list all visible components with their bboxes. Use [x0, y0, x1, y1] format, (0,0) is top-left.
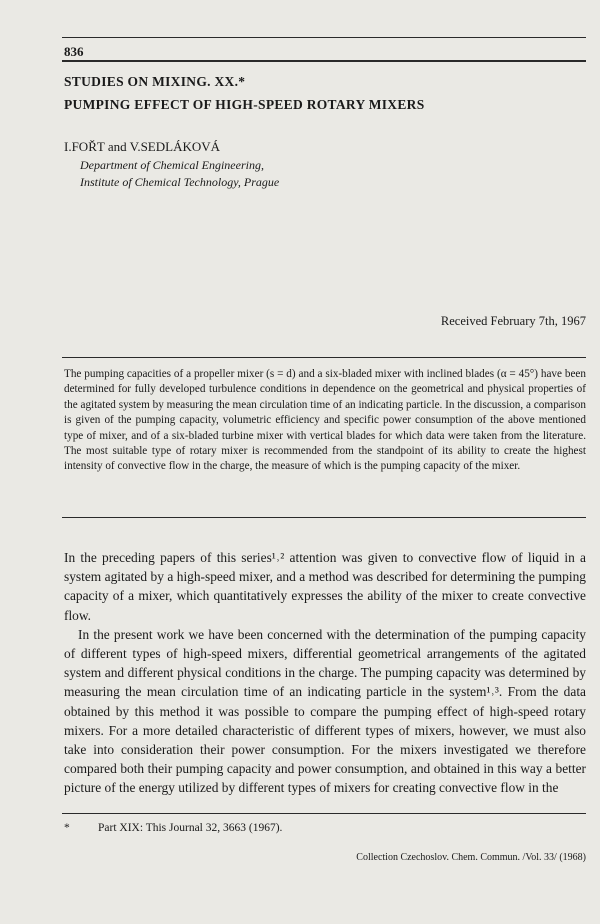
header-rule-top	[62, 37, 586, 38]
affiliation-line-1: Department of Chemical Engineering,	[80, 158, 264, 172]
footnote-text: Part XIX: This Journal 32, 3663 (1967).	[98, 822, 283, 834]
affiliation-line-2: Institute of Chemical Technology, Prague	[80, 175, 280, 189]
abstract-rule-bottom	[62, 517, 586, 518]
received-date: Received February 7th, 1967	[440, 314, 586, 328]
abstract: The pumping capacities of a propeller mixer (s = d) and a six-bladed mixer with inclined blades (α = 45°) have been determined for fully developed turbulence conditions in dependence on the geometrical and physical properties of the agitated system by measuring the mean circulation time of an indicating particle. In the discussion, a comparison is given of the pumping capacity, volumetric efficiency and specific power consumption of the above mentioned type of mixer, and of a six-bladed turbine mixer with vertical blades for which data were taken from the literature. The most suitable type of rotary mixer is recommended from the standpoint of its ability to create the highest intensity of convective flow in the charge, the measure of which is the pumping capacity of the mixer.	[64, 368, 586, 473]
journal-footer: Collection Czechoslov. Chem. Commun. /Vol. 33/ (1968)	[356, 852, 586, 863]
footnote-rule	[62, 813, 586, 814]
title-line-2: PUMPING EFFECT OF HIGH-SPEED ROTARY MIXERS	[64, 97, 425, 112]
body-paragraph-2: In the present work we have been concerned with the determination of the pumping capacity of different types of high-speed mixers, differential geometrical arrangements of the agitated system and different physical conditions in the charge. The pumping capacity was determined by measuring the mean circulation time of an indicating particle in the system¹˒³. From the data obtained by this method it was possible to compare the pumping effect of high-speed rotary mixers. For a more detailed characteristic of different types of mixers, however, we must also take into consideration their power consumption. For the mixers investigated we therefore compared both their pumping capacity and power consumption, and obtained in this way a better picture of the energy utilized by different types of mixers for creating convective flow in the	[64, 626, 586, 796]
footnote-marker: *	[64, 822, 70, 834]
body-text	[64, 548, 586, 798]
footnote	[64, 822, 282, 834]
authors: I.FOŘT and V.SEDLÁKOVÁ	[64, 139, 221, 154]
body-paragraph-1: In the preceding papers of this series¹˒² attention was given to convective flow of liquid in a system agitated by a high-speed mixer, and a method was described for determining the pumping capacity of a mixer, which quantitatively expresses the ability of the mixer to create convective flow.	[64, 550, 586, 623]
header-rule-bottom	[62, 60, 586, 62]
title-line-1: STUDIES ON MIXING. XX.*	[64, 74, 246, 89]
page-number: 836	[64, 44, 84, 59]
abstract-rule-top	[62, 357, 586, 358]
